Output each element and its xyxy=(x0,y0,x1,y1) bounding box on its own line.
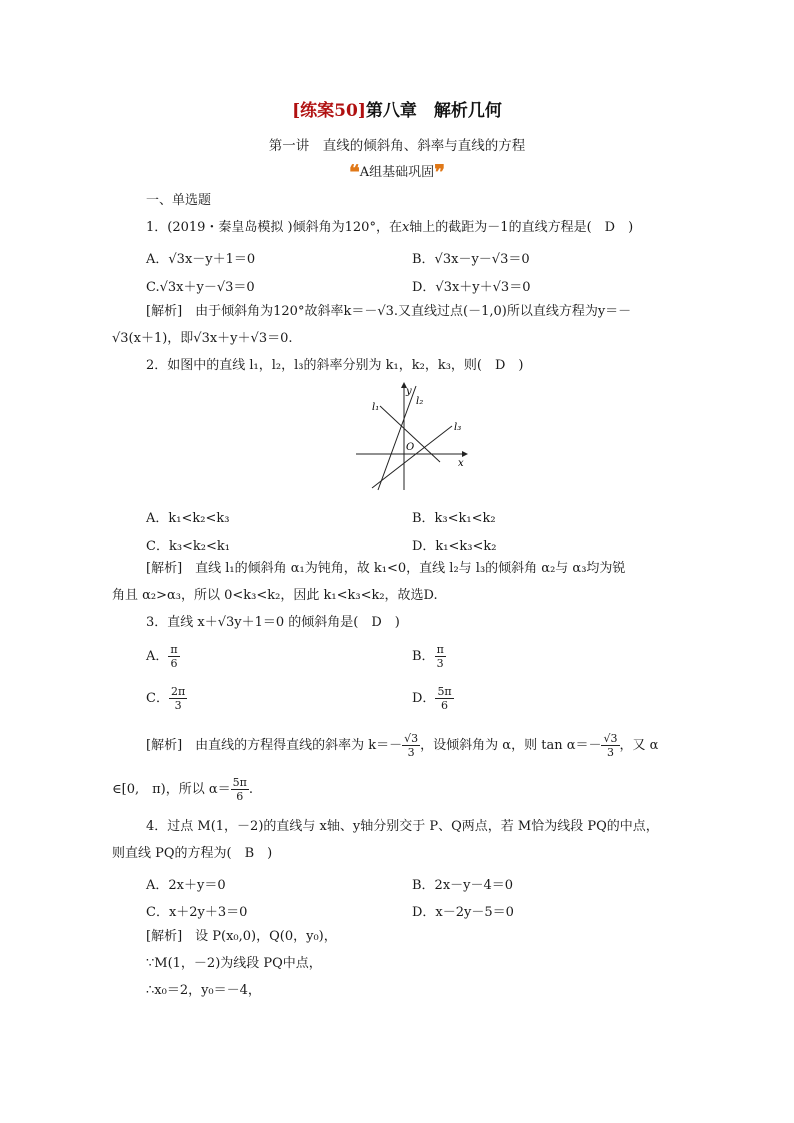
fraction-denominator: 3 xyxy=(174,699,182,712)
fraction-numerator: π xyxy=(436,643,444,656)
fraction-denominator: 6 xyxy=(236,790,244,803)
q3-option-b-fraction xyxy=(435,643,446,670)
q3-analysis-part-a: [解析] 由直线的方程得直线的斜率为 k＝－ xyxy=(146,738,403,753)
q3-option-d-fraction xyxy=(435,685,453,712)
q3-analysis-part-c: ，又 α xyxy=(619,738,659,753)
section-heading: 一、单选题 xyxy=(146,193,212,208)
label-origin: O xyxy=(406,442,415,453)
q1-analysis-line2: √3(x＋1)，即√3x＋y＋√3＝0. xyxy=(112,331,293,346)
fraction-denominator: 3 xyxy=(407,746,415,759)
group-label: A组基础巩固 xyxy=(359,165,435,180)
fraction-numerator: √3 xyxy=(603,732,618,745)
q4-analysis-line1: [解析] 设 P(x₀,0)，Q(0，y₀)， xyxy=(146,929,337,944)
q1-option-c: C.√3x＋y－√3＝0 xyxy=(146,280,255,295)
q4-option-b: B．2x－y－4＝0 xyxy=(412,878,514,893)
q3-analysis-line2-part-a: ∈[0, π)，所以 α＝ xyxy=(112,782,231,797)
fraction-denominator: 6 xyxy=(441,699,449,712)
q1-option-d: D．√3x＋y＋√3＝0 xyxy=(412,280,531,295)
q2-option-c: C．k₃<k₂<k₁ xyxy=(146,539,230,554)
q1-option-a: A．√3x－y＋1＝0 xyxy=(146,252,256,267)
fraction-numerator: 5π xyxy=(232,776,247,789)
label-l1: l₁ xyxy=(372,402,380,413)
label-l3: l₃ xyxy=(454,422,462,433)
q3-option-c-label: C． xyxy=(146,691,169,706)
q2-line-figure xyxy=(350,380,470,492)
page-title xyxy=(0,96,794,121)
q3-analysis-line2 xyxy=(112,776,253,803)
q3-option-b xyxy=(412,643,446,670)
group-heading xyxy=(0,160,794,184)
q3-analysis-fraction-3 xyxy=(231,776,249,803)
fraction-denominator: 6 xyxy=(170,657,178,670)
q4-option-d: D．x－2y－5＝0 xyxy=(412,905,514,920)
q3-option-d xyxy=(412,685,454,712)
lesson-subtitle: 第一讲 直线的倾斜角、斜率与直线的方程 xyxy=(268,138,526,154)
q3-analysis-fraction-2 xyxy=(601,732,619,759)
q4-option-c: C．x＋2y＋3＝0 xyxy=(146,905,248,920)
line-l2 xyxy=(378,386,416,490)
fraction-denominator: 3 xyxy=(606,746,614,759)
q4-analysis-line2: ∵M(1，－2)为线段 PQ中点， xyxy=(146,956,322,971)
q3-analysis-fraction-1 xyxy=(402,732,420,759)
q1-analysis-line1: [解析] 由于倾斜角为120°故斜率k＝－√3.又直线过点(－1,0)所以直线方程为y＝－ xyxy=(146,304,632,319)
q3-option-a xyxy=(146,643,180,670)
title-bracket: [练案50] xyxy=(292,101,366,121)
q3-analysis-line1 xyxy=(146,732,658,759)
q2-option-b: B．k₃<k₁<k₂ xyxy=(412,511,496,526)
label-y: y xyxy=(406,386,412,397)
q4-stem-line1: 4．过点 M(1，－2)的直线与 x轴、y轴分别交于 P、Q两点，若 M恰为线段 PQ的中点， xyxy=(146,819,659,834)
q3-analysis-part-b: ，设倾斜角为 α，则 tan α＝－ xyxy=(420,738,602,753)
q3-option-b-label: B． xyxy=(412,649,435,664)
q2-stem: 2．如图中的直线 l₁，l₂，l₃的斜率分别为 k₁，k₂，k₃，则( D ) xyxy=(146,358,524,373)
x-axis-arrow-icon xyxy=(462,451,468,457)
q3-option-c xyxy=(146,685,187,712)
fraction-numerator: 2π xyxy=(170,685,186,698)
q1-stem-x: x xyxy=(401,220,410,235)
fraction-denominator: 3 xyxy=(436,657,444,670)
fraction-numerator: π xyxy=(170,643,178,656)
close-quote-icon: ❞ xyxy=(434,160,445,184)
q3-stem: 3．直线 x＋√3y＋1＝0 的倾斜角是( D ) xyxy=(146,615,400,630)
fraction-numerator: 5π xyxy=(437,685,452,698)
q1-stem xyxy=(146,219,633,237)
q1-option-b: B．√3x－y－√3＝0 xyxy=(412,252,530,267)
q4-stem-line2: 则直线 PQ的方程为( B ) xyxy=(112,846,273,861)
q2-option-d: D．k₁<k₃<k₂ xyxy=(412,539,497,554)
q1-stem-part-b: 轴上的截距为－1的直线方程是( D ) xyxy=(409,220,634,235)
q3-option-a-label: A． xyxy=(146,649,169,664)
q4-analysis-line3: ∴x₀＝2，y₀＝－4， xyxy=(146,983,261,998)
q2-analysis-line2: 角且 α₂>α₃，所以 0<k₃<k₂，因此 k₁<k₃<k₂，故选D. xyxy=(112,588,438,603)
q2-analysis-line1: [解析] 直线 l₁的倾斜角 α₁为钝角，故 k₁<0，直线 l₂与 l₃的倾斜角 α₂与 α₃均为锐 xyxy=(146,561,626,576)
q4-option-a: A．2x＋y＝0 xyxy=(146,878,226,893)
q3-option-c-fraction xyxy=(169,685,187,712)
label-x: x xyxy=(458,458,464,469)
q1-stem-part-a: 1．(2019・秦皇岛模拟 )倾斜角为120°，在 xyxy=(146,220,402,235)
label-l2: l₂ xyxy=(416,396,424,407)
title-chapter: 第八章 解析几何 xyxy=(365,101,502,121)
fraction-numerator: √3 xyxy=(404,732,419,745)
q2-option-a: A．k₁<k₂<k₃ xyxy=(146,511,230,526)
q3-option-a-fraction xyxy=(168,643,179,670)
open-quote-icon: ❝ xyxy=(349,160,360,184)
q3-option-d-label: D． xyxy=(412,691,436,706)
q3-analysis-line2-part-b: . xyxy=(248,782,254,797)
